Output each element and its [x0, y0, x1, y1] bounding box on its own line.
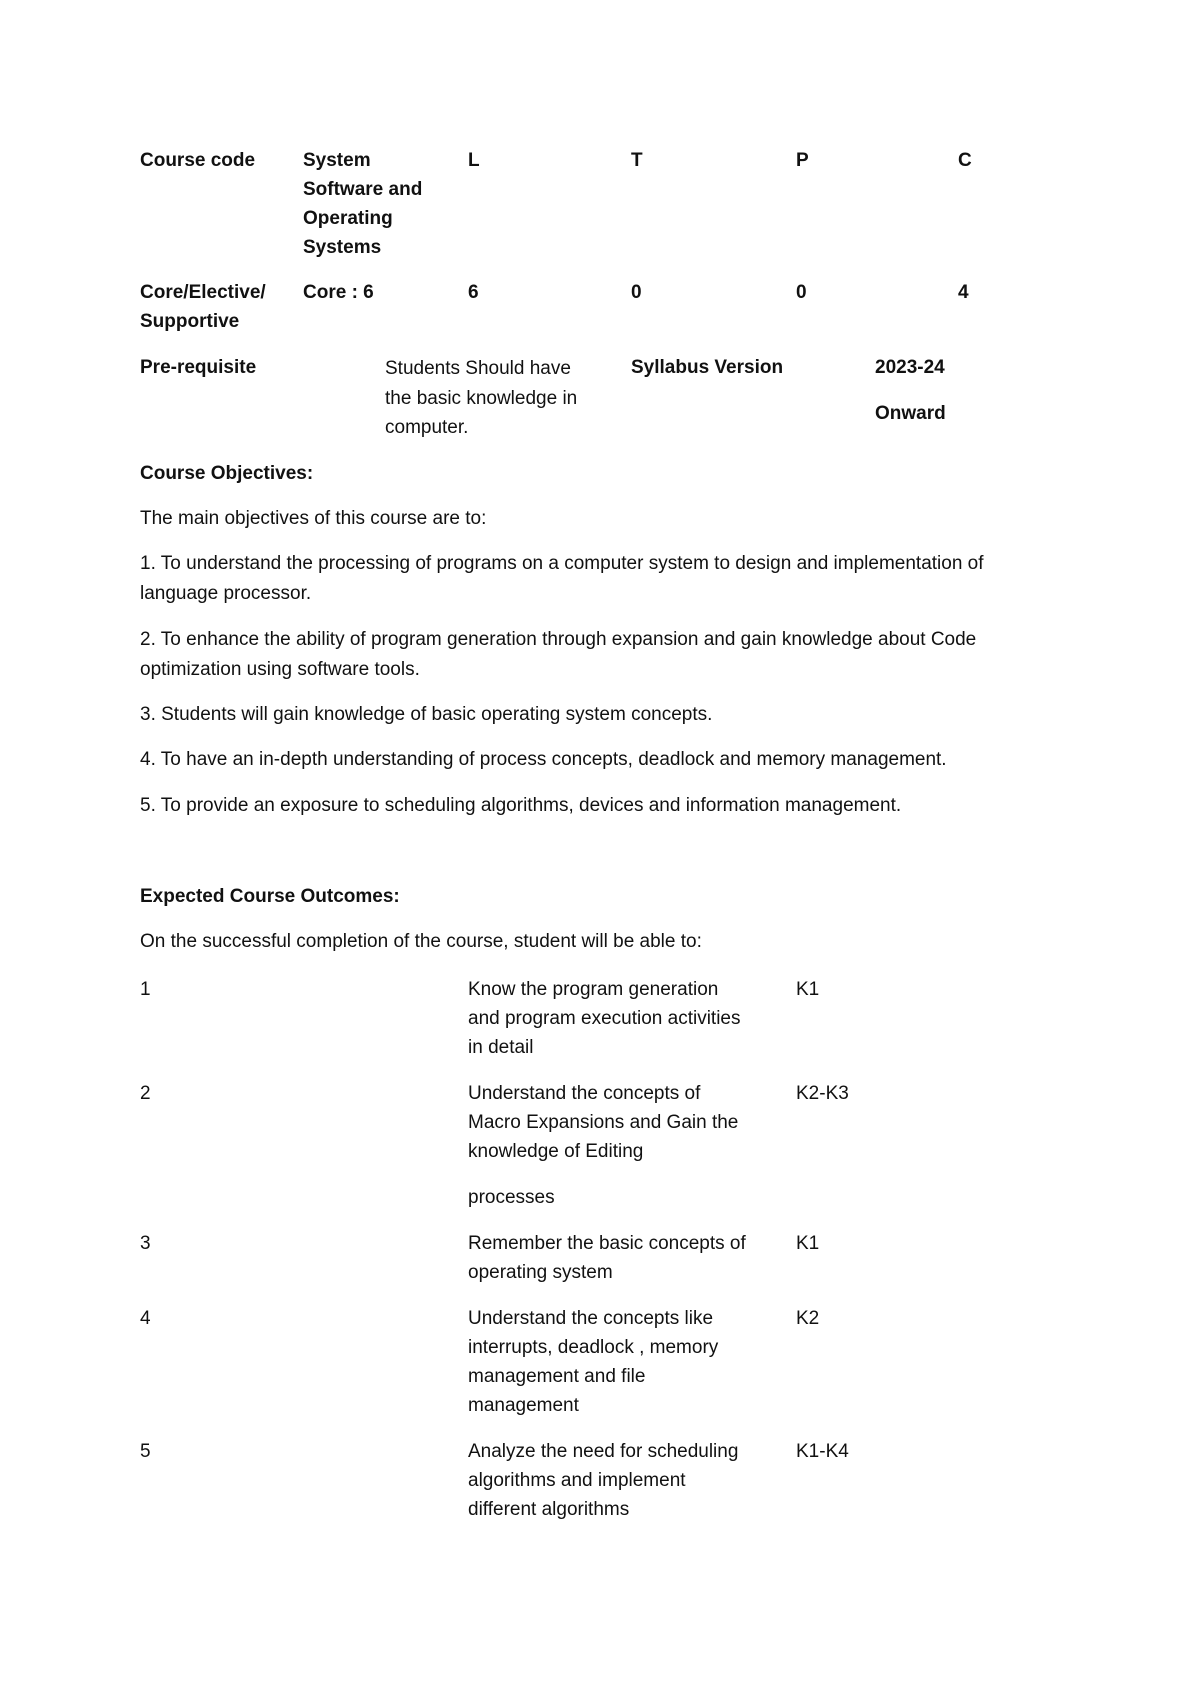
objective-item-5: 5. To provide an exposure to scheduling algorithms, devices and information management.: [140, 795, 902, 816]
course-title-line: Systems: [303, 237, 382, 258]
prerequisite-label: Pre-requisite: [140, 357, 257, 378]
outcome-text-line: processes: [468, 1187, 555, 1208]
outcome-number: 5: [140, 1441, 151, 1462]
objective-item-2: 2. To enhance the ability of program generation through expansion and gain knowledge about Code: [140, 629, 977, 650]
practical-value: 0: [796, 282, 807, 303]
outcome-text-line: different algorithms: [468, 1499, 630, 1520]
outcome-text-line: Understand the concepts like: [468, 1308, 714, 1329]
objectives-intro: The main objectives of this course are to:: [140, 508, 487, 529]
outcome-text-line: Macro Expansions and Gain the: [468, 1112, 739, 1133]
credits-value: 4: [958, 282, 969, 303]
prerequisite-line: Students Should have: [385, 358, 571, 379]
outcome-knowledge-level: K1-K4: [796, 1441, 849, 1462]
outcome-knowledge-level: K1: [796, 979, 820, 1000]
core-elective-label-line: Core/Elective/: [140, 282, 266, 303]
objective-item-2-continued: optimization using software tools.: [140, 659, 420, 680]
outcome-text-line: Remember the basic concepts of: [468, 1233, 746, 1254]
objective-item-1-continued: language processor.: [140, 583, 312, 604]
objective-item-1: 1. To understand the processing of programs on a computer system to design and implementation of: [140, 553, 984, 574]
tutorial-heading: T: [631, 150, 643, 171]
credits-heading: C: [958, 150, 972, 171]
outcome-text-line: in detail: [468, 1037, 534, 1058]
outcome-number: 2: [140, 1083, 151, 1104]
objective-item-4: 4. To have an in-depth understanding of process concepts, deadlock and memory management.: [140, 749, 947, 770]
outcome-text-line: management: [468, 1395, 579, 1416]
outcome-text-line: operating system: [468, 1262, 613, 1283]
outcome-text-line: management and file: [468, 1366, 646, 1387]
prerequisite-line: computer.: [385, 417, 469, 438]
course-code-label: Course code: [140, 150, 256, 171]
outcome-text-line: and program execution activities: [468, 1008, 741, 1029]
tutorial-value: 0: [631, 282, 642, 303]
outcome-number: 4: [140, 1308, 151, 1329]
outcome-number: 1: [140, 979, 151, 1000]
outcome-text-line: interrupts, deadlock , memory: [468, 1337, 719, 1358]
practical-heading: P: [796, 150, 809, 171]
outcome-knowledge-level: K1: [796, 1233, 820, 1254]
lecture-heading: L: [468, 150, 480, 171]
lecture-value: 6: [468, 282, 479, 303]
prerequisite-line: the basic knowledge in: [385, 388, 578, 409]
outcome-text-line: Understand the concepts of: [468, 1083, 701, 1104]
outcome-knowledge-level: K2-K3: [796, 1083, 849, 1104]
syllabus-version-label: Syllabus Version: [631, 357, 784, 378]
outcome-text-line: Analyze the need for scheduling: [468, 1441, 739, 1462]
outcome-knowledge-level: K2: [796, 1308, 820, 1329]
course-title-line: Software and: [303, 179, 423, 200]
core-elective-label-line: Supportive: [140, 311, 240, 332]
outcomes-intro: On the successful completion of the course, student will be able to:: [140, 931, 702, 952]
outcome-text-line: Know the program generation: [468, 979, 719, 1000]
outcomes-heading: Expected Course Outcomes:: [140, 886, 400, 907]
syllabus-version-onward: Onward: [875, 403, 946, 424]
objective-item-3: 3. Students will gain knowledge of basic operating system concepts.: [140, 704, 713, 725]
outcome-text-line: algorithms and implement: [468, 1470, 686, 1491]
core-value: Core : 6: [303, 282, 374, 303]
objectives-heading: Course Objectives:: [140, 463, 314, 484]
syllabus-version-year: 2023-24: [875, 357, 945, 378]
course-title-line: Operating: [303, 208, 393, 229]
course-title-line: System: [303, 150, 371, 171]
outcome-number: 3: [140, 1233, 151, 1254]
outcome-text-line: knowledge of Editing: [468, 1141, 644, 1162]
